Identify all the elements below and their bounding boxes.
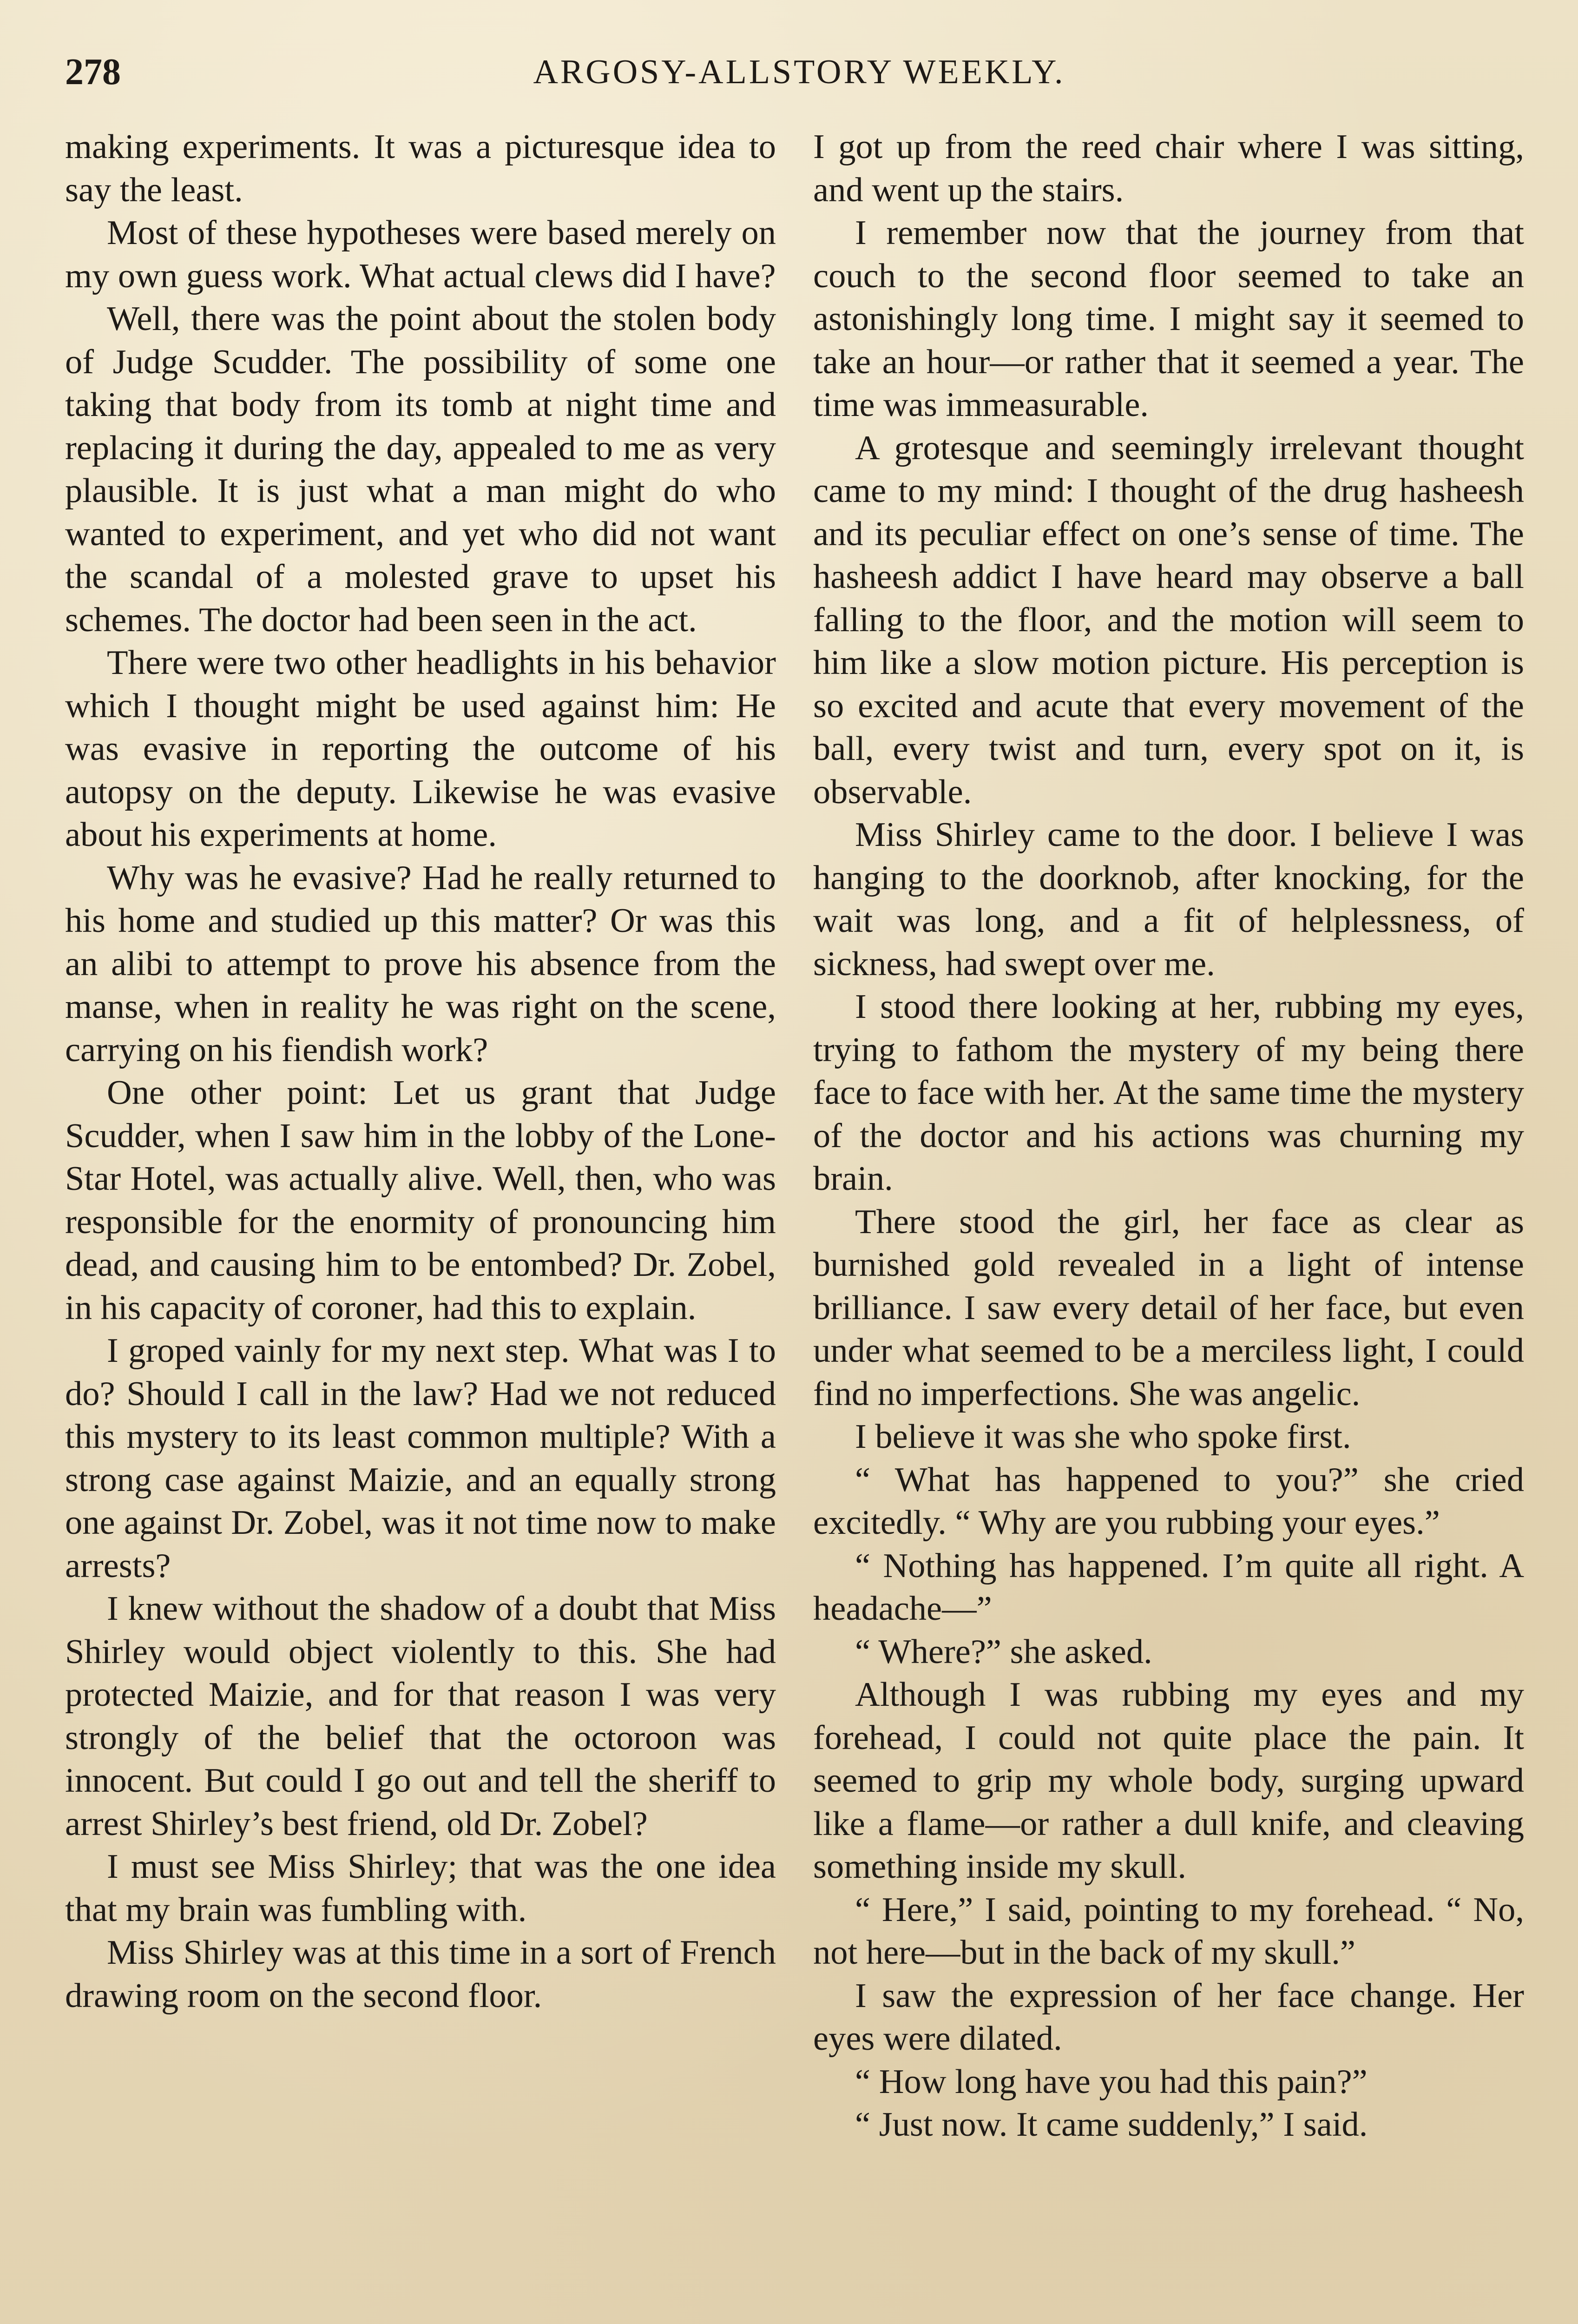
running-head: ARGOSY-ALLSTORY WEEKLY.: [533, 53, 1065, 91]
paragraph: “ What has happened to you?” she cried excitedly. “ Why are you rubbing your eyes.”: [813, 1460, 1524, 1542]
paragraph: There stood the girl, her face as clear as burnished gold revealed in a light of intense brilliance. I saw every detail of her face, but even under what seemed to be a merciless light, I could find no imperfections. She was angelic.: [813, 1202, 1524, 1413]
paragraph: A grotesque and seemingly irrelevant thought came to my mind: I thought of the drug hasheesh and its peculiar effect on one’s sense of time. The hasheesh addict I have heard may observe a ball falling to the floor, and the motion will seem to him like a slow motion picture. His perception is so excited and acute that every movement of the ball, every twist and turn, every spot on it, is observable.: [813, 429, 1524, 811]
paragraph: I remember now that the journey from that couch to the second floor seemed to take an astonishingly long time. I might say it seemed to take an hour—or rather that it seemed a year. The time was immeasurable.: [813, 214, 1524, 424]
paragraph: I groped vainly for my next step. What was I to do? Should I call in the law? Had we not reduced this mystery to its least common multiple? With a strong case against Maizie, and an equally strong one against Dr. Zobel, was it not time now to make arrests?: [65, 1332, 776, 1585]
paragraph: I believe it was she who spoke first.: [855, 1418, 1351, 1456]
paragraph: There were two other headlights in his behavior which I thought might be used against him: He was evasive in reporting the outcome of his autopsy on the deputy. Likewise he was evasive about his experiments at home.: [65, 644, 776, 854]
paragraph: making experiments. It was a picturesque idea to say the least.: [65, 128, 776, 209]
paragraph: Well, there was the point about the stolen body of Judge Scudder. The possibility of some one taking that body from its tomb at night time and replacing it during the day, appealed to me as very plausible. It is just what a man might do who wanted to experiment, and yet who did not want the scandal of a molested grave to upset his schemes. The doctor had been seen in the act.: [65, 300, 776, 639]
paragraph: Most of these hypotheses were based merely on my own guess work. What actual clews did I have?: [65, 214, 776, 295]
page-number: 278: [65, 52, 121, 92]
paragraph: “ Nothing has happened. I’m quite all right. A headache—”: [813, 1546, 1524, 1628]
paragraph: “ Where?” she asked.: [855, 1632, 1152, 1671]
left-column: [65, 125, 776, 2324]
paragraph: Although I was rubbing my eyes and my forehead, I could not quite place the pain. It seemed to grip my whole body, surging upward like a flame—or rather a dull knife, and cleaving something inside my skull.: [813, 1676, 1524, 1886]
paragraph: Miss Shirley was at this time in a sort of French drawing room on the second floor.: [65, 1934, 776, 2015]
paragraph: I saw the expression of her face change. Her eyes were dilated.: [813, 1976, 1524, 2058]
page-header: [65, 44, 1533, 100]
paragraph: I knew without the shadow of a doubt that Miss Shirley would object violently to this. She had protected Maizie, and for that reason I was very strongly of the belief that the octoroon was innocent. But could I go out and tell the sheriff to arrest Shirley’s best friend, old Dr. Zobel?: [65, 1590, 776, 1843]
paragraph: I stood there looking at her, rubbing my eyes, trying to fathom the mystery of my being there face to face with her. At the same time the mystery of the doctor and his actions was churning my brain.: [813, 988, 1524, 1198]
paragraph: “ Just now. It came suddenly,” I said.: [855, 2106, 1368, 2144]
right-column: [813, 125, 1524, 2324]
paragraph: I must see Miss Shirley; that was the one idea that my brain was fumbling with.: [65, 1848, 776, 1929]
paragraph: Why was he evasive? Had he really returned to his home and studied up this matter? Or was this an alibi to attempt to prove his absence from the manse, when in reality he was right on the scene, carrying on his fiendish work?: [65, 858, 776, 1069]
paragraph: Miss Shirley came to the door. I believe I was hanging to the doorknob, after knocking, for the wait was long, and a fit of helplessness, of sickness, had swept over me.: [813, 816, 1524, 983]
paragraph: “ How long have you had this pain?”: [855, 2062, 1368, 2101]
paragraph: One other point: Let us grant that Judge Scudder, when I saw him in the lobby of the Lone-Star Hotel, was actually alive. Well, then, who was responsible for the enormity of pronouncing him dead, and causing him to be entombed? Dr. Zobel, in his capacity of coroner, had this to explain.: [65, 1074, 776, 1327]
paragraph: I got up from the reed chair where I was sitting, and went up the stairs.: [813, 128, 1524, 209]
paragraph: “ Here,” I said, pointing to my forehead. “ No, not here—but in the back of my skull.”: [813, 1890, 1524, 1972]
